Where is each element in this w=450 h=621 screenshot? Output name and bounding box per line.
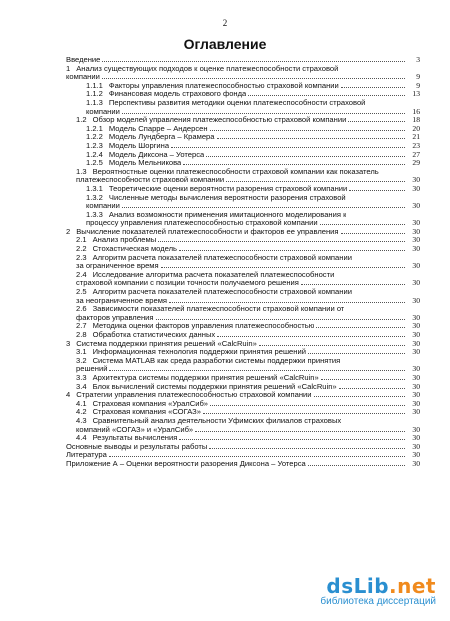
toc-entry-page: 30 <box>412 261 420 271</box>
toc-entry-text: Страховая компания «УралСиб» <box>92 399 209 408</box>
toc-entry <box>66 168 420 185</box>
toc-entry-text: Модель Мельникова <box>108 159 182 168</box>
toc-entry-line <box>76 374 420 383</box>
toc-entry-text: Литература <box>66 451 107 460</box>
toc-entry <box>66 142 420 151</box>
toc-entry <box>66 254 420 271</box>
toc-entry-heading <box>76 374 319 383</box>
toc-entry-text: Информационная технология поддержки принятия решений <box>92 348 306 357</box>
toc-entry-continuation-line <box>76 365 420 374</box>
toc-entry-leader <box>183 164 405 165</box>
toc-entry-heading <box>86 185 347 194</box>
toc-entry-number: 1 <box>66 64 71 73</box>
toc-entry-page: 30 <box>412 407 420 417</box>
toc-entry <box>66 443 420 452</box>
toc-entry-text: Страховая компания «СОГАЗ» <box>92 408 201 417</box>
toc-entry-page: 9 <box>416 72 420 82</box>
toc-entry-number: 1.2.4 <box>86 150 103 159</box>
toc-entry-line <box>66 391 420 400</box>
toc-entry-line <box>86 99 420 108</box>
toc-entry-page: 29 <box>412 158 420 168</box>
toc-entry-number: 4 <box>66 391 71 400</box>
toc-entry <box>66 288 420 305</box>
toc-entry-text: Зависимости показателей платежеспособности страховой компании от <box>92 305 345 314</box>
toc-entry-line <box>66 65 420 74</box>
toc-entry-number: 4.4 <box>76 434 87 443</box>
toc-entry-leader <box>349 190 405 191</box>
toc-entry-line <box>66 443 420 452</box>
watermark-logo-tld: .net <box>389 574 436 598</box>
toc-entry-number: 3 <box>66 339 71 348</box>
toc-entry-leader <box>316 327 405 328</box>
toc-entry-heading <box>86 151 204 160</box>
toc-entry-text: Результаты вычисления <box>92 434 178 443</box>
toc-entry-page: 30 <box>412 330 420 339</box>
toc-entry-continuation: компаний «СОГАЗ» и «УралСиб» <box>76 424 194 434</box>
toc-entry <box>66 99 420 116</box>
toc-entry-number: 1.1.2 <box>86 90 103 99</box>
toc-entry <box>66 56 420 65</box>
toc-entry-text: Перспективы развития методики оценки платежеспособности страховой <box>108 98 366 107</box>
toc-entry-number: 4.1 <box>76 399 87 408</box>
toc-entry-page: 27 <box>412 149 420 159</box>
toc-entry-heading <box>76 348 306 357</box>
toc-entry-page: 13 <box>412 89 420 99</box>
toc-entry-continuation-line <box>66 73 420 82</box>
toc-entry-text: Численные методы вычисления вероятности разорения страховой <box>108 193 346 202</box>
toc-entry-line <box>76 357 420 366</box>
toc-entry <box>66 228 420 237</box>
toc-entry-page: 30 <box>412 450 420 460</box>
toc-entry-leader <box>226 181 405 182</box>
toc-entry-number: 1.2.5 <box>86 159 103 168</box>
toc-entry-leader <box>206 156 405 157</box>
toc-entry-leader <box>348 121 405 122</box>
toc-entry-continuation: процессу управления платежеспособностью страховой компании <box>86 218 318 228</box>
toc-entry <box>66 357 420 374</box>
toc-entry-continuation-line <box>76 314 420 323</box>
toc-entry-page: 30 <box>412 381 420 391</box>
toc-entry-continuation: компании <box>86 106 120 116</box>
toc-entry-page: 30 <box>412 398 420 408</box>
toc-entry-line <box>86 82 420 91</box>
toc-entry-leader <box>158 241 405 242</box>
toc-entry-line <box>76 408 420 417</box>
toc-entry-number: 1.2 <box>76 116 87 125</box>
toc-entry <box>66 374 420 383</box>
toc-entry <box>66 322 420 331</box>
toc-entry-leader <box>102 78 405 79</box>
toc-entry-heading <box>76 116 346 125</box>
toc-entry-page: 21 <box>412 132 420 142</box>
toc-entry <box>66 116 420 125</box>
watermark-subtitle: библиотека диссертаций <box>320 596 436 607</box>
toc-entry <box>66 451 420 460</box>
toc-entry-heading <box>86 194 346 203</box>
toc-entry-text: Обзор моделей управления платежеспособностью страховой компании <box>92 116 347 125</box>
toc-entry-page: 18 <box>412 115 420 125</box>
toc-entry-text: Алгоритм расчета показателей платежеспособности страховой компании <box>92 253 352 262</box>
toc-entry <box>66 400 420 409</box>
toc-entry-page: 30 <box>412 201 420 211</box>
toc-entry-text: Факторы управления платежеспособностью страховой компании <box>108 81 339 90</box>
toc-entry-leader <box>301 284 405 285</box>
toc-entry-heading <box>76 331 215 340</box>
toc-entry-page: 30 <box>412 347 420 357</box>
toc-entry-leader <box>314 396 406 397</box>
table-of-contents <box>66 56 420 469</box>
toc-entry-page: 30 <box>412 441 420 451</box>
toc-entry <box>66 348 420 357</box>
toc-entry-line <box>76 348 420 357</box>
toc-entry-line <box>66 460 420 469</box>
toc-entry <box>66 82 420 91</box>
toc-entry-text: Анализ проблемы <box>92 236 157 245</box>
toc-entry-page: 30 <box>412 218 420 228</box>
toc-entry-line <box>76 245 420 254</box>
toc-entry-continuation-line <box>86 219 420 228</box>
toc-entry-page: 30 <box>412 244 420 254</box>
watermark-logo-main: dsLib <box>326 574 390 598</box>
toc-entry-text: Введение <box>66 56 101 64</box>
watermark-logo <box>320 574 436 598</box>
toc-entry-page: 30 <box>412 372 420 382</box>
toc-entry-page: 30 <box>412 364 420 374</box>
toc-entry-leader <box>209 448 405 449</box>
toc-entry-heading <box>86 142 169 151</box>
toc-entry-number: 1.3.1 <box>86 184 103 193</box>
toc-entry-number: 2.5 <box>76 288 87 297</box>
toc-entry <box>66 271 420 288</box>
toc-entry-line <box>66 228 420 237</box>
toc-entry-text: Модель Шоргина <box>108 141 170 150</box>
toc-entry-line <box>76 116 420 125</box>
toc-entry-text: Блок вычислений системы поддержки принятия решений «CalcRuin» <box>92 382 337 391</box>
toc-entry-leader <box>109 456 405 457</box>
toc-entry-text: Архитектура системы поддержки принятия решений «CalcRuin» <box>92 373 319 382</box>
toc-entry-heading <box>76 408 201 417</box>
toc-entry-heading <box>86 159 181 168</box>
toc-entry-line <box>76 400 420 409</box>
toc-entry-heading <box>86 90 246 99</box>
toc-entry-text: Стохастическая модель <box>92 245 178 254</box>
toc-entry <box>66 417 420 434</box>
toc-entry-page: 30 <box>412 338 420 348</box>
toc-entry-page: 30 <box>412 312 420 322</box>
toc-entry-line <box>86 185 420 194</box>
toc-entry <box>66 434 420 443</box>
toc-entry-line <box>76 322 420 331</box>
toc-entry-number: 2.8 <box>76 331 87 339</box>
toc-entry-continuation-line <box>86 108 420 117</box>
toc-entry <box>66 194 420 211</box>
toc-entry-page: 23 <box>412 140 420 150</box>
toc-entry-text: Вычисление показателей платежеспособности и факторов ее управления <box>76 227 339 236</box>
toc-entry-text: Модель Лундберга – Крамера <box>108 133 215 142</box>
toc-entry-line <box>76 434 420 443</box>
toc-entry-page: 20 <box>412 123 420 133</box>
toc-entry-number: 2 <box>66 227 71 236</box>
toc-entry-number: 3.3 <box>76 373 87 382</box>
toc-entry-text: Стратегии управления платежеспособностью страховой компании <box>76 391 312 400</box>
toc-entry-leader <box>341 233 405 234</box>
toc-entry-continuation-line <box>76 297 420 306</box>
toc-entry-text: Алгоритм расчета показателей платежеспособности страховой компании <box>92 288 352 297</box>
toc-entry-text: Исследование алгоритма расчета показателей платежеспособности <box>92 270 335 279</box>
toc-entry-continuation: платежеспособности страховой компании <box>76 175 225 185</box>
toc-entry <box>66 65 420 82</box>
toc-entry-heading <box>76 383 337 392</box>
toc-entry-leader <box>102 61 405 62</box>
toc-entry <box>66 125 420 134</box>
toc-entry-leader <box>217 138 406 139</box>
toc-entry-text: Вероятностные оценки платежеспособности страховой компании как показатель <box>92 167 379 176</box>
toc-entry-number: 4.3 <box>76 416 87 425</box>
toc-entry-continuation-line <box>76 176 420 185</box>
toc-entry-leader <box>259 345 405 346</box>
toc-entry-continuation: за ограниченное время <box>76 261 159 271</box>
toc-entry-heading <box>66 460 306 469</box>
toc-entry-leader <box>122 207 405 208</box>
toc-entry-leader <box>339 388 405 389</box>
toc-entry-continuation-line <box>76 426 420 435</box>
toc-entry-line <box>66 340 420 349</box>
toc-entry-number: 3.1 <box>76 348 87 357</box>
toc-entry-page: 3 <box>416 55 420 64</box>
toc-entry-number: 1.2.3 <box>86 141 103 150</box>
toc-entry <box>66 305 420 322</box>
toc-entry <box>66 340 420 349</box>
toc-entry-number: 1.2.2 <box>86 133 103 142</box>
toc-entry-page: 30 <box>412 433 420 443</box>
toc-entry-continuation: компании <box>66 72 100 82</box>
toc-entry-line <box>86 125 420 134</box>
toc-entry <box>66 159 420 168</box>
toc-entry-continuation: за неограниченное время <box>76 295 168 305</box>
toc-entry-text: Приложение А – Оценки вероятности разорения Диксона – Уотерса <box>66 459 306 468</box>
toc-entry <box>66 133 420 142</box>
toc-entry <box>66 90 420 99</box>
toc-entry-number: 1.1.3 <box>86 98 103 107</box>
toc-entry-number: 2.1 <box>76 236 87 245</box>
toc-entry-number: 3.2 <box>76 356 87 365</box>
toc-entry-leader <box>179 439 405 440</box>
toc-entry-page: 30 <box>412 321 420 331</box>
toc-entry-leader <box>195 431 405 432</box>
toc-entry-line <box>76 383 420 392</box>
toc-entry <box>66 151 420 160</box>
toc-entry-text: Модель Спарре – Андерсен <box>108 124 208 133</box>
toc-entry-line <box>66 56 420 65</box>
toc-entry-leader <box>179 250 405 251</box>
toc-entry-text: Анализ существующих подходов к оценке платежеспособности страховой <box>76 64 339 73</box>
toc-entry-heading <box>86 125 208 134</box>
toc-entry-continuation-line <box>76 262 420 271</box>
toc-entry-leader <box>248 95 405 96</box>
toc-entry-leader <box>156 319 405 320</box>
page-number: 2 <box>222 18 228 28</box>
toc-entry-number: 1.2.1 <box>86 124 103 133</box>
toc-entry <box>66 236 420 245</box>
toc-entry-number: 4.2 <box>76 408 87 417</box>
toc-entry-heading <box>76 434 177 443</box>
toc-entry-page: 30 <box>412 235 420 245</box>
toc-entry-heading <box>66 56 100 65</box>
toc-entry-line <box>86 90 420 99</box>
toc-entry-text: Основные выводы и результаты работы <box>66 442 208 451</box>
toc-entry-page: 30 <box>412 458 420 468</box>
toc-entry-number: 1.1.1 <box>86 81 103 90</box>
toc-entry-text: Сравнительный анализ деятельности Уфимских филиалов страховых <box>92 416 342 425</box>
toc-entry-heading <box>76 236 156 245</box>
toc-entry <box>66 245 420 254</box>
toc-entry-continuation-line <box>76 279 420 288</box>
toc-entry <box>66 460 420 469</box>
toc-entry-continuation: страховой компании с позиции точности получаемого решения <box>76 278 299 288</box>
toc-entry-page: 9 <box>416 80 420 90</box>
toc-entry-number: 2.4 <box>76 270 87 279</box>
toc-entry-leader <box>217 336 405 337</box>
toc-entry <box>66 211 420 228</box>
watermark <box>320 574 436 607</box>
toc-entry-leader <box>210 130 405 131</box>
toc-entry-number: 3.4 <box>76 382 87 391</box>
toc-entry-heading <box>86 82 339 91</box>
toc-entry-page: 16 <box>412 106 420 116</box>
toc-entry-heading <box>66 65 338 74</box>
toc-entry-page: 30 <box>412 175 420 185</box>
toc-entry-line <box>86 142 420 151</box>
toc-entry-heading <box>66 228 339 237</box>
toc-entry-number: 2.2 <box>76 245 87 254</box>
toc-entry-text: Модель Диксона – Уотерса <box>108 150 205 159</box>
toc-entry-leader <box>169 302 405 303</box>
toc-entry <box>66 383 420 392</box>
toc-entry-number: 1.3 <box>76 167 87 176</box>
toc-entry-continuation-line <box>86 202 420 211</box>
toc-entry-leader <box>210 405 405 406</box>
toc-entry-number: 2.3 <box>76 253 87 262</box>
toc-entry-line <box>86 194 420 203</box>
toc-entry-page: 30 <box>412 390 420 400</box>
toc-entry-number: 1.3.3 <box>86 210 103 219</box>
toc-entry-page: 30 <box>412 278 420 288</box>
toc-entry-heading <box>76 322 314 331</box>
toc-entry-heading <box>86 99 365 108</box>
toc-entry-heading <box>76 245 177 254</box>
toc-entry-leader <box>321 379 405 380</box>
toc-entry-leader <box>161 267 405 268</box>
toc-entry-heading <box>66 451 107 460</box>
toc-entry-leader <box>122 113 405 114</box>
toc-entry-text: Обработка статистических данных <box>92 331 216 339</box>
toc-entry-heading <box>66 340 257 349</box>
toc-entry-line <box>86 133 420 142</box>
toc-entry <box>66 185 420 194</box>
toc-entry-continuation: компании <box>86 201 120 211</box>
toc-entry-line <box>86 151 420 160</box>
toc-entry-text: Система поддержки принятия решений «CalcRuin» <box>76 339 257 348</box>
toc-entry-line <box>86 159 420 168</box>
toc-entry-continuation: факторов управления <box>76 312 154 322</box>
toc-entry-number: 1.3.2 <box>86 193 103 202</box>
toc-entry-text: Анализ возможности применения имитационного моделирования к <box>108 210 347 219</box>
toc-entry-leader <box>308 465 405 466</box>
toc-entry-leader <box>203 413 405 414</box>
toc-entry-page: 30 <box>412 226 420 236</box>
toc-entry-number: 2.6 <box>76 305 87 314</box>
page-title: Оглавление <box>183 36 267 52</box>
toc-entry-leader <box>171 147 405 148</box>
toc-entry-heading <box>66 391 312 400</box>
toc-entry <box>66 391 420 400</box>
toc-entry-text: Методика оценки факторов управления платежеспособностью <box>92 322 315 331</box>
toc-entry-heading <box>86 133 215 142</box>
toc-entry-text: Теоретические оценки вероятности разорения страховой компании <box>108 184 348 193</box>
toc-entry-text: Система MATLAB как среда разработки системы поддержки принятия <box>92 356 341 365</box>
toc-entry-heading <box>66 443 207 452</box>
toc-entry-leader <box>320 224 405 225</box>
toc-entry <box>66 408 420 417</box>
toc-entry-line <box>76 331 420 340</box>
toc-entry-leader <box>308 353 405 354</box>
toc-entry-continuation: решений <box>76 364 108 374</box>
toc-entry-heading <box>76 400 208 409</box>
toc-entry-leader <box>109 370 405 371</box>
toc-entry-page: 30 <box>412 295 420 305</box>
toc-entry-page: 30 <box>412 424 420 434</box>
toc-entry-leader <box>341 87 405 88</box>
toc-entry-text: Финансовая модель страхового фонда <box>108 90 247 99</box>
toc-entry-line <box>76 236 420 245</box>
toc-entry-heading <box>76 357 340 366</box>
toc-entry-number: 2.7 <box>76 322 87 331</box>
toc-entry-line <box>66 451 420 460</box>
toc-entry-page: 30 <box>412 183 420 193</box>
toc-entry <box>66 331 420 340</box>
